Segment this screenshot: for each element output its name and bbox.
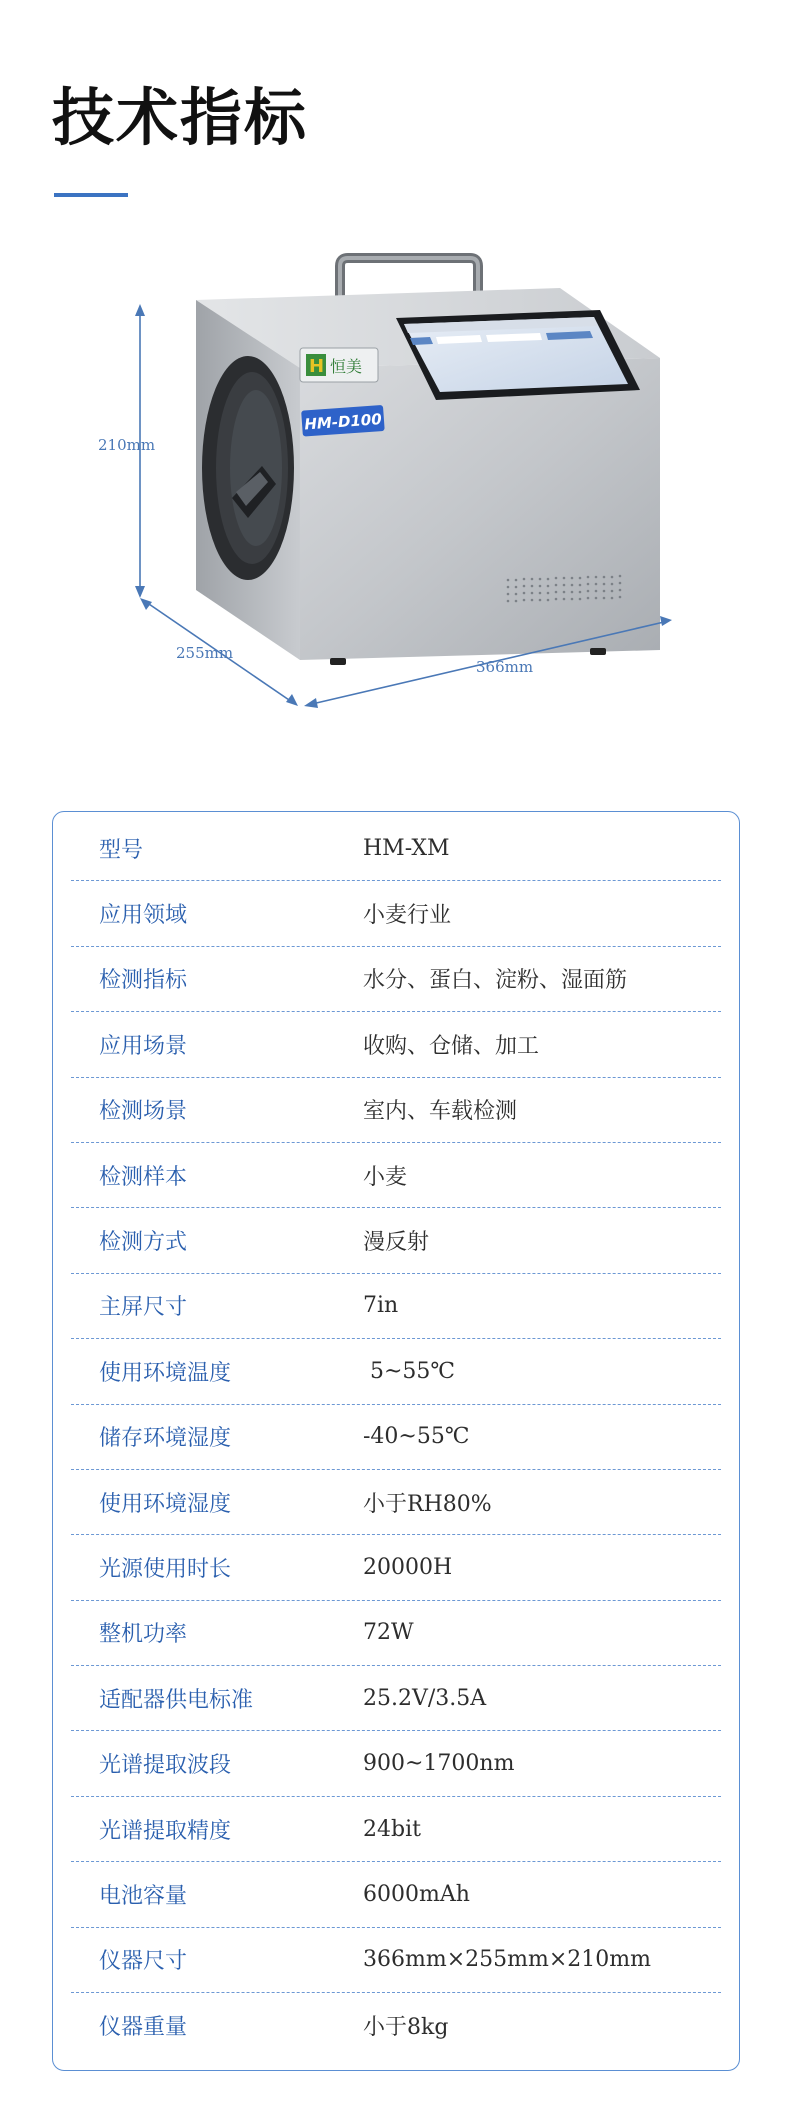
spec-label: 光谱提取精度 [99, 1818, 232, 1844]
svg-text:H: H [309, 356, 325, 377]
spec-label: 整机功率 [99, 1622, 188, 1648]
spec-row [71, 1012, 721, 1077]
spec-value: HM-XM [363, 835, 450, 861]
spec-value: 室内、车载检测 [363, 1099, 518, 1125]
spec-label: 检测样本 [99, 1164, 188, 1190]
title-underline [54, 193, 128, 197]
spec-label: 应用场景 [99, 1033, 188, 1059]
spec-row [71, 1535, 721, 1600]
spec-row [71, 816, 721, 881]
spec-row [71, 1470, 721, 1535]
spec-value: 7in [363, 1293, 399, 1319]
spec-label: 电池容量 [99, 1883, 188, 1909]
brand-logo [300, 348, 378, 382]
spec-value: 小麦 [363, 1164, 408, 1190]
spec-value: 漫反射 [363, 1230, 430, 1256]
sample-drum [202, 356, 294, 580]
spec-label: 储存环境湿度 [99, 1426, 232, 1452]
spec-label: 应用领域 [99, 903, 188, 929]
spec-value: 5~55℃ [363, 1358, 456, 1384]
height-label: 210mm [98, 436, 156, 454]
spec-label: 型号 [99, 837, 144, 863]
spec-value: 小于8kg [363, 2015, 449, 2041]
spec-row [71, 1274, 721, 1339]
spec-label: 光源使用时长 [99, 1556, 232, 1582]
spec-row [71, 1339, 721, 1404]
spec-list [71, 816, 721, 2058]
spec-label: 仪器尺寸 [99, 1949, 188, 1975]
spec-label: 检测指标 [99, 968, 188, 994]
spec-value: 25.2V/3.5A [363, 1685, 487, 1711]
spec-row [71, 1078, 721, 1143]
spec-value: 72W [363, 1620, 414, 1646]
spec-row [71, 1601, 721, 1666]
width-label: 366mm [476, 658, 534, 676]
spec-table [52, 811, 740, 2071]
spec-value: 6000mAh [363, 1881, 470, 1907]
svg-text:HM-D100: HM-D100 [303, 410, 383, 434]
spec-label: 光谱提取波段 [99, 1753, 232, 1779]
spec-value: 20000H [363, 1554, 453, 1580]
page-title: 技术指标 [52, 81, 309, 154]
spec-row [71, 1993, 721, 2058]
spec-value: 900~1700nm [363, 1751, 515, 1777]
spec-row [71, 1862, 721, 1927]
spec-row [71, 1405, 721, 1470]
spec-row [71, 1143, 721, 1208]
depth-label: 255mm [176, 644, 234, 662]
spec-value: 366mm×255mm×210mm [363, 1947, 652, 1973]
spec-row [71, 1731, 721, 1796]
spec-value: 收购、仓储、加工 [363, 1033, 540, 1059]
spec-row [71, 1208, 721, 1273]
spec-label: 适配器供电标准 [99, 1687, 254, 1713]
spec-value: 水分、蛋白、淀粉、湿面筋 [363, 968, 628, 994]
svg-text:恒美: 恒美 [330, 357, 363, 376]
device-illustration [0, 240, 790, 760]
spec-value: -40~55℃ [363, 1424, 470, 1450]
touch-screen [396, 310, 640, 400]
spec-value: 小于RH80% [363, 1491, 492, 1517]
spec-value: 24bit [363, 1816, 421, 1842]
spec-row [71, 1797, 721, 1862]
spec-label: 使用环境温度 [99, 1360, 232, 1386]
spec-row [71, 947, 721, 1012]
spec-label: 仪器重量 [99, 2015, 188, 2041]
spec-label: 主屏尺寸 [99, 1295, 188, 1321]
spec-label: 使用环境湿度 [99, 1491, 232, 1517]
spec-label: 检测场景 [99, 1099, 188, 1125]
spec-row [71, 1928, 721, 1993]
spec-row [71, 1666, 721, 1731]
spec-label: 检测方式 [99, 1230, 188, 1256]
spec-value: 小麦行业 [363, 903, 452, 929]
spec-row [71, 881, 721, 946]
